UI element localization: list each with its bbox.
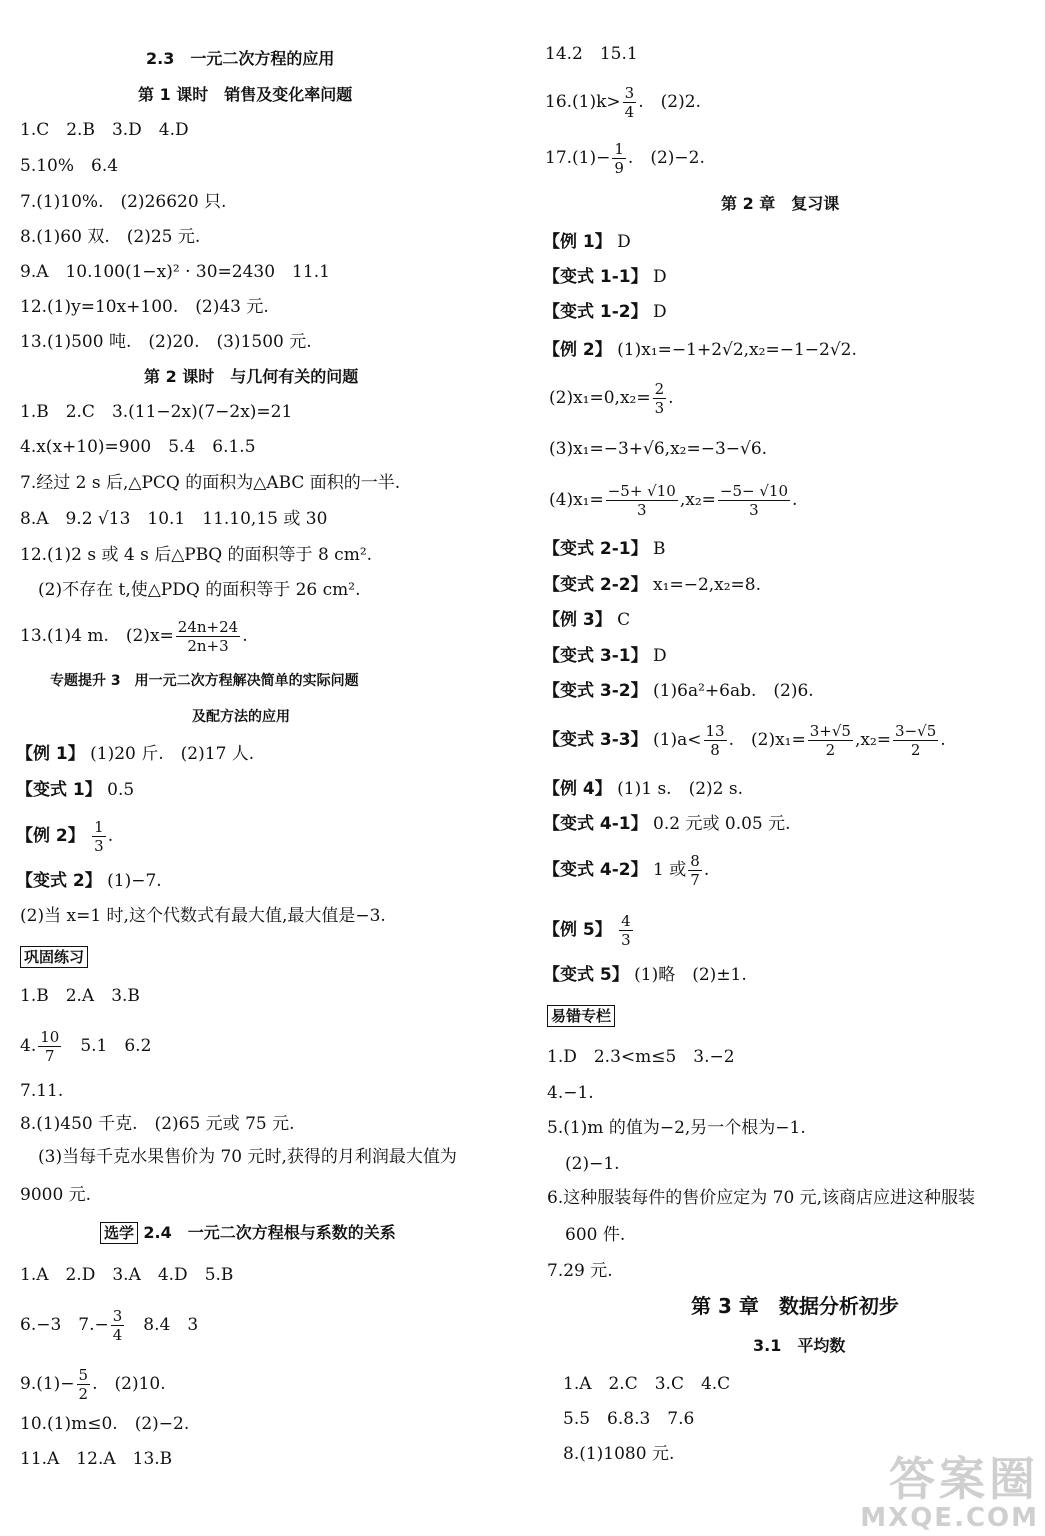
answer-line: 7.(1)10%. (2)26620 只. [20, 192, 227, 212]
answer-line: 9.A 10.100(1−x)² · 30=2430 11.1 [20, 262, 330, 282]
section-title-2-3: 2.3 一元二次方程的应用 [146, 49, 335, 68]
fraction: $\frac{3}{4}$ [624, 84, 635, 121]
fraction: $\frac{3-√5}{2}$ [895, 722, 937, 759]
chapter-2-review-title: 第 2 章 复习课 [721, 194, 840, 213]
answer-line: 12.(1)y=10x+100. (2)43 元. [20, 297, 269, 317]
example-3: 【例 3】 C [543, 610, 631, 630]
example-5: 【例 5】 $\frac{4}{3}$ [543, 912, 631, 949]
variant-3-2: 【变式 3-2】 (1)6a²+6ab. (2)6. [543, 681, 814, 701]
variant-1: 【变式 1】 0.5 [16, 780, 135, 800]
section-title-2-4: 选学 2.4 一元二次方程根与系数的关系 [100, 1222, 396, 1244]
answer-line: 8.(1)60 双. (2)25 元. [20, 227, 201, 247]
fraction: $\frac{2}{3}$ [654, 380, 665, 417]
example-2-part2: (2)x₁=0,x₂= $\frac{2}{3}$ . [549, 380, 674, 417]
fraction: $\frac{13}{8}$ [705, 722, 725, 759]
answer-line: 4.−1. [547, 1083, 594, 1103]
example-1: 【例 1】 (1)20 斤. (2)17 人. [16, 744, 255, 764]
variant-2-2: 【变式 2-2】 x₁=−2,x₂=8. [543, 575, 762, 595]
answer-line: 1.C 2.B 3.D 4.D [20, 120, 189, 140]
answer-line: 8.(1)1080 元. [563, 1444, 675, 1464]
answer-line: 8.(1)450 千克. (2)65 元或 75 元. [20, 1114, 295, 1134]
answer-line: 1.B 2.A 3.B [20, 986, 140, 1006]
error-prone-heading: 易错专栏 [547, 1005, 615, 1027]
lesson-1-title: 第 1 课时 销售及变化率问题 [138, 85, 353, 104]
variant-4-2: 【变式 4-2】 1 或 $\frac{8}{7}$ . [543, 852, 710, 889]
answer-line: 4.x(x+10)=900 5.4 6.1.5 [20, 437, 256, 457]
example-2-part3: (3)x₁=−3+√6,x₂=−3−√6. [549, 439, 768, 459]
answer-line: (2)不存在 t,使△PDQ 的面积等于 26 cm². [38, 580, 361, 600]
fraction: $\frac{3}{4}$ [112, 1307, 123, 1344]
answer-line: 14.2 15.1 [545, 44, 638, 64]
answer-line: 1.A 2.D 3.A 4.D 5.B [20, 1265, 234, 1285]
example-2-part4: (4)x₁= $\frac{-5+ √10}{3}$ ,x₂= $\frac{-5- √10}{3}$ . [549, 482, 798, 519]
answer-line: (3)当每千克水果售价为 70 元时,获得的月利润最大值为 [38, 1147, 457, 1167]
answer-line: 8.A 9.2 √13 10.1 11.10,15 或 30 [20, 509, 328, 529]
variant-3-3: 【变式 3-3】 (1)a< $\frac{13}{8}$ . (2)x₁= $\frac{3+√5}{2}$ ,x₂= $\frac{3-√5}{2}$ . [543, 722, 946, 759]
answer-line: 5.(1)m 的值为−2,另一个根为−1. [547, 1118, 806, 1138]
lesson-2-title: 第 2 课时 与几何有关的问题 [144, 367, 359, 386]
answer-line: 7.经过 2 s 后,△PCQ 的面积为△ABC 面积的一半. [20, 473, 401, 493]
fraction: $\frac{-5+ √10}{3}$ [607, 482, 676, 519]
answer-line: 9.(1)− $\frac{5}{2}$ . (2)10. [20, 1366, 166, 1403]
answer-line: 13.(1)500 吨. (2)20. (3)1500 元. [20, 332, 312, 352]
variant-2-part2: (2)当 x=1 时,这个代数式有最大值,最大值是−3. [20, 906, 386, 926]
topic-title-line1: 专题提升 3 用一元二次方程解决简单的实际问题 [50, 673, 359, 689]
fraction: $\frac{5}{2}$ [78, 1366, 89, 1403]
chapter-3-title: 第 3 章 数据分析初步 [691, 1294, 899, 1318]
answer-line: 1.B 2.C 3.(11−2x)(7−2x)=21 [20, 402, 293, 422]
example-2: 【例 2】 $\frac{1}{3}$ . [16, 818, 114, 855]
fraction: $\frac{1}{9}$ [614, 140, 624, 177]
variant-2-1: 【变式 2-1】 B [543, 539, 666, 559]
answer-line: 7.29 元. [547, 1261, 613, 1281]
answer-line: 1.D 2.3<m≤5 3.−2 [547, 1047, 735, 1067]
answer-line: 9000 元. [20, 1185, 92, 1205]
fraction: $\frac{10}{7}$ [40, 1028, 60, 1065]
answer-line: 1.A 2.C 3.C 4.C [563, 1374, 731, 1394]
topic-title-line2: 及配方法的应用 [192, 709, 290, 725]
answer-line: 6.这种服装每件的售价应定为 70 元,该商店应进这种服装 [547, 1188, 976, 1208]
example-1: 【例 1】 D [543, 232, 631, 252]
section-title-3-1: 3.1 平均数 [753, 1336, 846, 1355]
answer-line: 5.10% 6.4 [20, 156, 119, 176]
fraction: $\frac{-5- √10}{3}$ [719, 482, 788, 519]
example-2: 【例 2】 (1)x₁=−1+2√2,x₂=−1−2√2. [543, 340, 857, 360]
practice-heading: 巩固练习 [20, 946, 88, 968]
answer-line-13: 13.(1)4 m. (2)x= $\frac{24n+24}{2n+3}$ . [20, 618, 248, 655]
variant-1-2: 【变式 1-2】 D [543, 302, 667, 322]
variant-4-1: 【变式 4-1】 0.2 元或 0.05 元. [543, 814, 791, 834]
fraction: $\frac{1}{3}$ [94, 818, 104, 855]
example-4: 【例 4】 (1)1 s. (2)2 s. [543, 779, 744, 799]
variant-1-1: 【变式 1-1】 D [543, 267, 667, 287]
answer-line: 17.(1)− $\frac{1}{9}$ . (2)−2. [545, 140, 705, 177]
answer-line: 10.(1)m≤0. (2)−2. [20, 1414, 190, 1434]
fraction: $\frac{4}{3}$ [621, 912, 631, 949]
answer-line: 5.5 6.8.3 7.6 [563, 1409, 695, 1429]
fraction: $\frac{24n+24}{2n+3}$ [177, 618, 239, 655]
answer-line: (2)−1. [565, 1154, 620, 1174]
answer-line: 12.(1)2 s 或 4 s 后△PBQ 的面积等于 8 cm². [20, 545, 373, 565]
answer-line: 4. $\frac{10}{7}$ 5.1 6.2 [20, 1028, 152, 1065]
fraction: $\frac{3+√5}{2}$ [809, 722, 851, 759]
answer-line: 16.(1)k> $\frac{3}{4}$ . (2)2. [545, 84, 701, 121]
answer-line: 6.−3 7.− $\frac{3}{4}$ 8.4 3 [20, 1307, 199, 1344]
answer-line: 11.A 12.A 13.B [20, 1449, 173, 1469]
variant-2: 【变式 2】 (1)−7. [16, 871, 162, 891]
watermark-logo: 答案圈 MXQE.COM [860, 1452, 1039, 1533]
answer-line: 7.11. [20, 1081, 64, 1101]
variant-3-1: 【变式 3-1】 D [543, 646, 667, 666]
answer-line: 600 件. [565, 1225, 626, 1245]
variant-5: 【变式 5】 (1)略 (2)±1. [543, 965, 747, 985]
fraction: $\frac{8}{7}$ [690, 852, 700, 889]
